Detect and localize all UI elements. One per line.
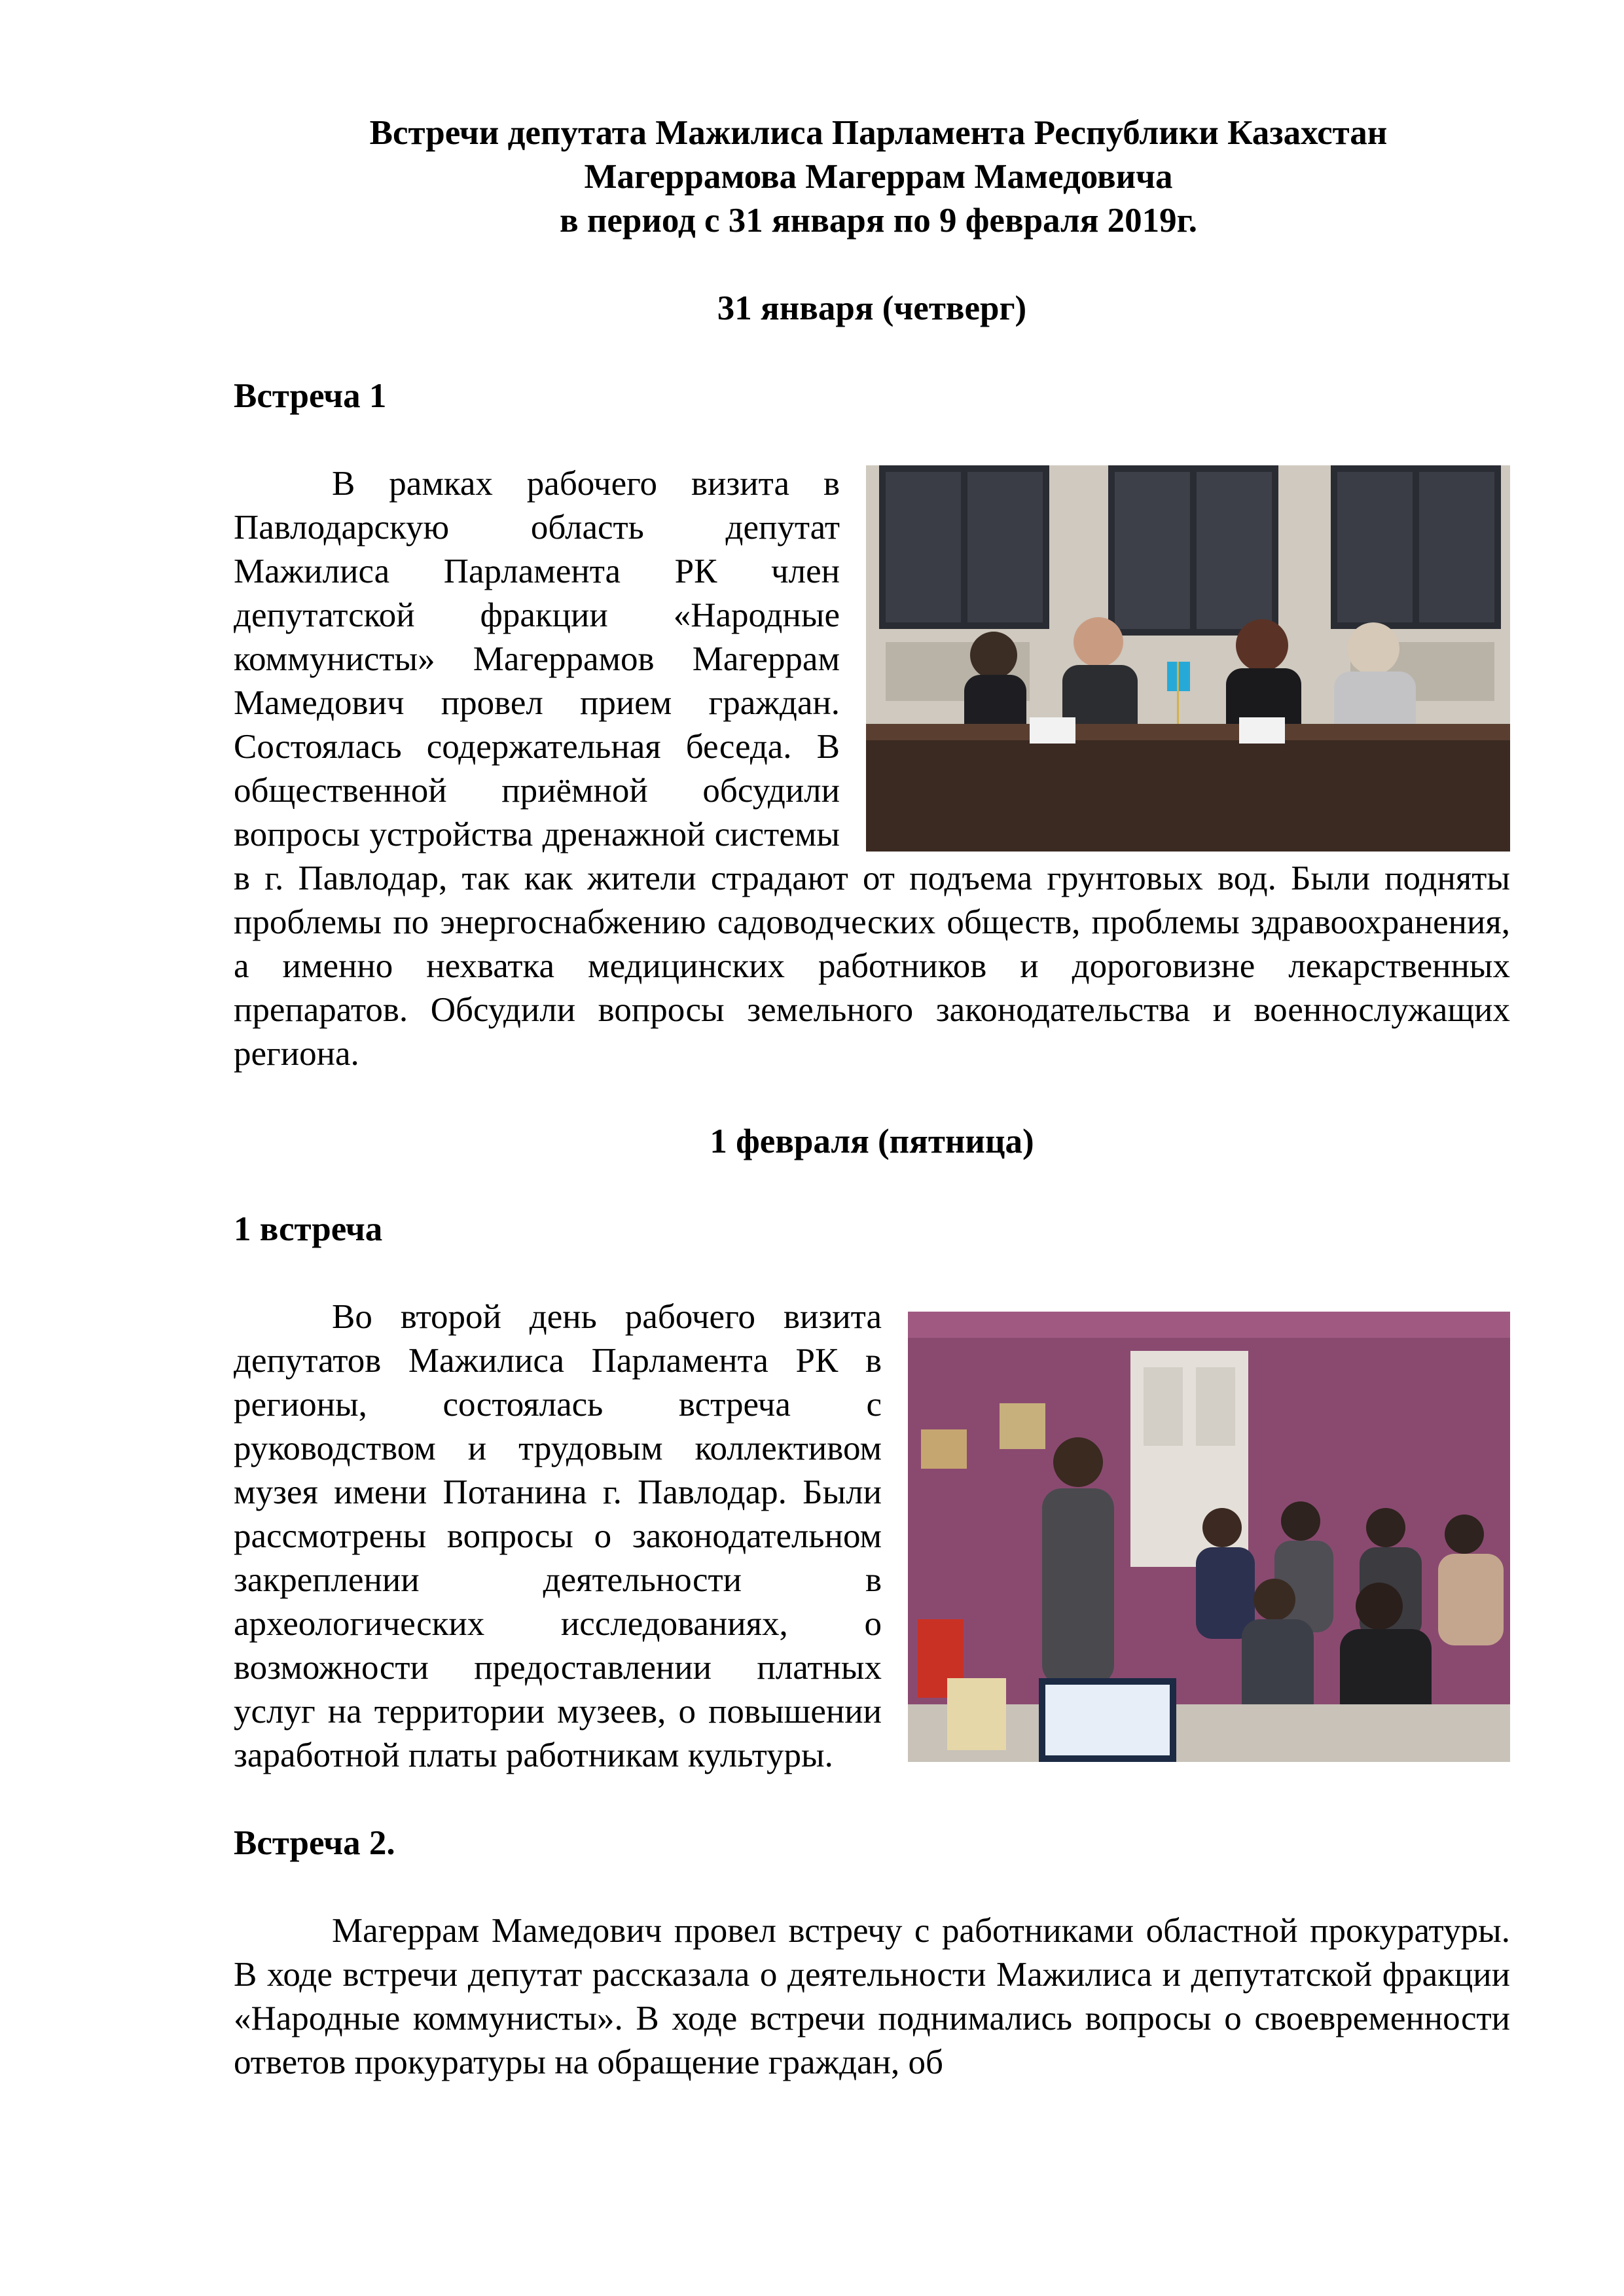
photo-reception-image (866, 465, 1510, 852)
document-page (234, 111, 1510, 2085)
meeting-photo-reception (866, 465, 1510, 852)
day2-meeting1-section (234, 1295, 1510, 1778)
title-line-2: Магеррамова Магеррам Мамедовича (584, 158, 1173, 196)
document-title (234, 111, 1510, 243)
meeting-photo-museum (908, 1312, 1510, 1762)
day1-meeting1-section (234, 462, 1510, 1076)
day2-meeting2-heading: Встреча 2. (234, 1824, 395, 1862)
day1-meeting1-text: В рамках рабочего визита в Павлодарскую область депутат Мажилиса Парламента РК член депутатской фракции «Народные коммунисты» Магеррамов Магеррам Мамедович провел прием граждан. Состоялась содержательная беседа. В общественной приёмной обсудили вопросы устройства дренажной системы в г. Павлодар, так как жители страдают от подъема грунтовых вод. Были подняты проблемы по энергоснабжению садоводческих обществ, проблемы здравоохранения, а именно нехватка медицинских работников и дороговизне лекарственных препаратов. Обсудили вопросы земельного законодательства и военнослужащих региона. (234, 465, 1510, 1073)
photo-museum-image (908, 1312, 1510, 1762)
day1-date: 31 января (четверг) (717, 289, 1027, 327)
day2-meeting2-text: Магеррам Мамедович провел встречу с работниками областной прокуратуры. В ходе встречи депутат рассказала о деятельности Мажилиса и депутатской фракции «Народные коммунисты». В ходе встречи поднимались вопросы о своевременности ответов прокуратуры на обращение граждан, об (234, 1912, 1510, 2081)
day2-date: 1 февраля (пятница) (710, 1122, 1034, 1160)
day2-meeting1-heading: 1 встреча (234, 1210, 383, 1248)
title-line-3: в период с 31 января по 9 февраля 2019г. (559, 202, 1198, 240)
day1-meeting1-heading: Встреча 1 (234, 377, 387, 415)
title-line-1: Встречи депутата Мажилиса Парламента Республики Казахстан (369, 114, 1388, 152)
day2-meeting1-text: Во второй день рабочего визита депутатов Мажилиса Парламента РК в регионы, состоялась встреча с руководством и трудовым коллективом музея имени Потанина г. Павлодар. Были рассмотрены вопросы о законодательном закреплении деятельности в археологических исследованиях, о возможности предоставлении платных услуг на территории музеев, о повышении заработной платы работникам культуры. (234, 1298, 882, 1774)
